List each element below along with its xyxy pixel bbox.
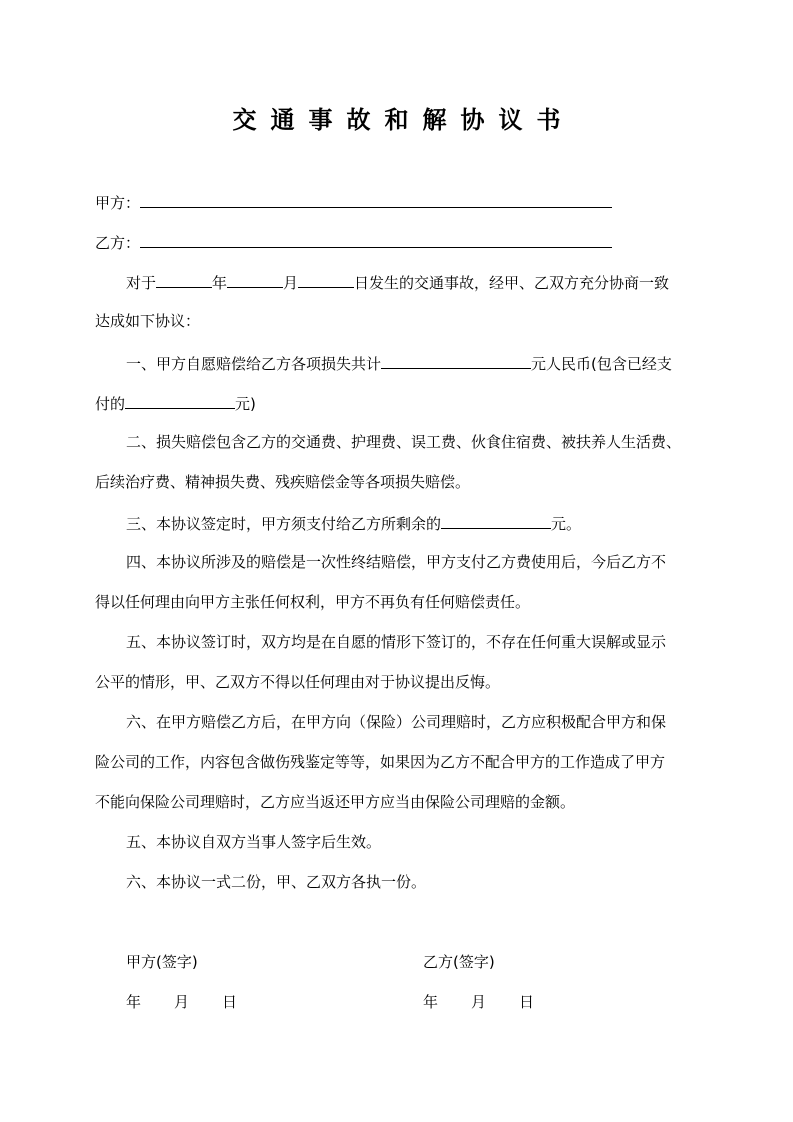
intro-year: 年 (212, 274, 228, 292)
remaining-amount-blank (441, 512, 551, 529)
date-day-label: 日 (222, 993, 238, 1011)
clause-6-line-1: 六、在甲方赔偿乙方后，在甲方向（保险）公司理赔时，乙方应积极配合甲方和保 (126, 713, 667, 731)
intro-line-2: 达成如下协议： (95, 312, 201, 330)
clause-4-line-2: 得以任何理由向甲方主张任何权利，甲方不再负有任何赔偿责任。 (95, 593, 531, 611)
clause-5-line-2: 公平的情形，甲、乙双方不得以任何理由对于协议提出反悔。 (95, 673, 501, 691)
party-b-label: 乙方： (95, 234, 141, 252)
clause-1-line-2 (95, 392, 256, 414)
party-a-line (95, 191, 612, 213)
date-day-label: 日 (519, 993, 535, 1011)
clause-2-line-1: 二、损失赔偿包含乙方的交通费、护理费、误工费、伙食住宿费、被扶养人生活费、 (126, 433, 682, 451)
clause-2-line-2: 后续治疗费、精神损失费、残疾赔偿金等各项损失赔偿。 (95, 473, 471, 491)
paid-amount-blank (125, 392, 235, 409)
clause-4-line-1: 四、本协议所涉及的赔偿是一次性终结赔偿，甲方支付乙方费使用后，今后乙方不 (126, 553, 667, 571)
party-b-blank (140, 231, 612, 248)
intro-month: 月 (283, 274, 299, 292)
clause-7-line: 五、本协议自双方当事人签字后生效。 (126, 833, 382, 851)
intro-line-1 (126, 271, 669, 293)
clause-6-line-2: 险公司的工作，内容包含做伤残鉴定等等，如果因为乙方不配合甲方的工作造成了甲方 (95, 753, 666, 771)
clause-6-line-3: 不能向保险公司理赔时，乙方应当返还甲方应当由保险公司理赔的金额。 (95, 793, 576, 811)
clause-5-line-1: 五、本协议签订时，双方均是在自愿的情形下签订的，不存在任何重大误解或显示 (126, 633, 667, 651)
clause-1-line-1 (126, 352, 672, 374)
date-month-label: 月 (174, 993, 190, 1011)
total-amount-blank (381, 352, 531, 369)
clause-3-text-b: 元。 (551, 515, 582, 533)
party-b-line (95, 231, 612, 253)
party-a-signature-date (126, 992, 237, 1012)
clause-1-text-b: 元人民币(包含已经支 (531, 355, 672, 373)
clause-8-line: 六、本协议一式二份，甲、乙双方各执一份。 (126, 873, 427, 891)
clause-1-text-c: 付的 (95, 395, 126, 413)
intro-text: 对于 (126, 274, 157, 292)
year-blank (156, 271, 212, 288)
date-year-label: 年 (126, 993, 142, 1011)
date-year-label: 年 (423, 993, 439, 1011)
document-title: 交通事故和解协议书 (232, 105, 575, 134)
month-blank (227, 271, 283, 288)
clause-1-text-d: 元) (235, 395, 256, 413)
clause-3-text-a: 三、本协议签定时，甲方须支付给乙方所剩余的 (126, 515, 442, 533)
party-b-signature-label: 乙方(签字) (423, 953, 495, 971)
party-a-label: 甲方： (95, 194, 141, 212)
intro-rest: 日发生的交通事故，经甲、乙双方充分协商一致 (354, 274, 670, 292)
party-b-signature-date (423, 992, 534, 1012)
clause-3-line (126, 512, 581, 534)
party-a-signature-label: 甲方(签字) (126, 953, 198, 971)
day-blank (298, 271, 354, 288)
party-a-blank (140, 191, 612, 208)
date-month-label: 月 (471, 993, 487, 1011)
clause-1-text-a: 一、甲方自愿赔偿给乙方各项损失共计 (126, 355, 382, 373)
